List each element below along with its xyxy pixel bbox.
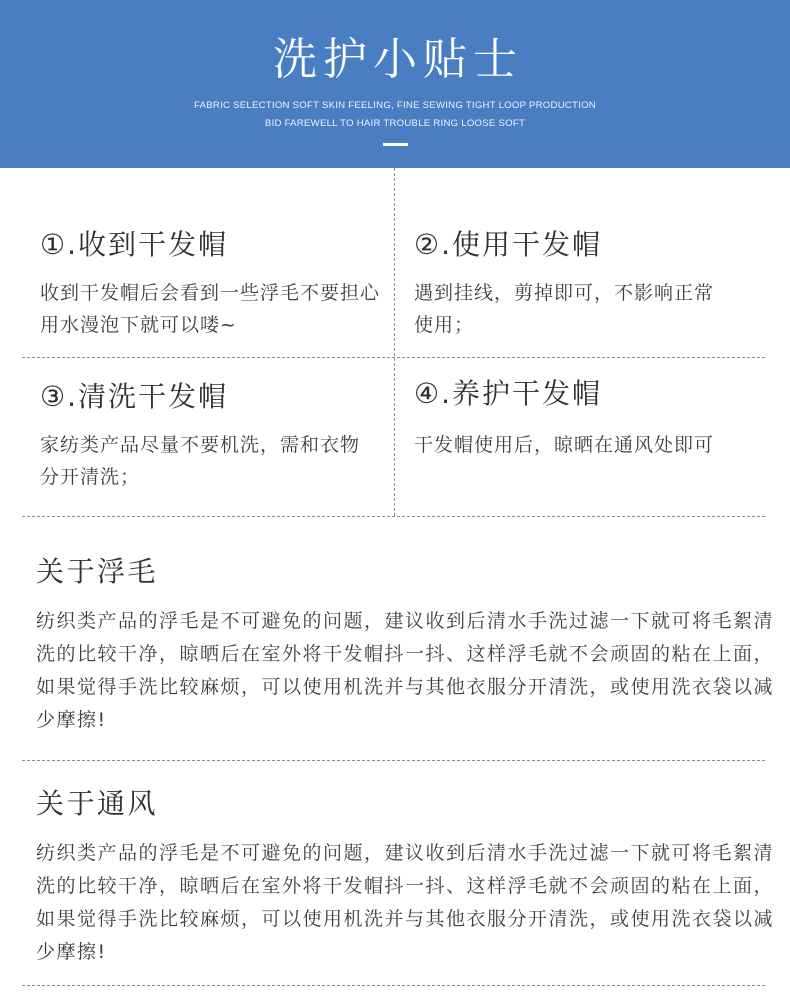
tip-body-line: 分开清洗；: [40, 466, 141, 488]
section-body-line: 如果觉得手洗比较麻烦，可以使用机洗并与其他衣服分开清洗，或使用洗衣袋以减: [36, 908, 775, 930]
section-body-lint: [36, 605, 774, 737]
title-underline-bar: [383, 143, 408, 146]
tip-body-line: 使用；: [414, 314, 475, 336]
subtitle-line-1: FABRIC SELECTION SOFT SKIN FEELING, FINE SEWING TIGHT LOOP PRODUCTION: [194, 100, 596, 111]
tips-vertical-divider: [394, 168, 395, 516]
section-heading-lint: 关于浮毛: [36, 555, 159, 588]
section-body-line: 洗的比较干净，晾晒后在室外将干发帽抖一抖、这样浮毛就不会顽固的粘在上面，: [36, 643, 775, 665]
page-title: 洗护小贴士: [273, 34, 523, 85]
section-body-line: 如果觉得手洗比较麻烦，可以使用机洗并与其他衣服分开清洗，或使用洗衣袋以减: [36, 676, 775, 698]
subtitle-line-2: BID FAREWELL TO HAIR TROUBLE RING LOOSE SOFT: [264, 118, 526, 129]
section-body-line: 纺织类产品的浮毛是不可避免的问题，建议收到后清水手洗过滤一下就可将毛絮清: [36, 610, 775, 632]
section-body-line: 纺织类产品的浮毛是不可避免的问题，建议收到后清水手洗过滤一下就可将毛絮清: [36, 842, 775, 864]
tip-heading-care: ④.养护干发帽: [414, 377, 603, 410]
tip-body-line: 收到干发帽后会看到一些浮毛不要担心: [40, 282, 381, 304]
tip-body-line: 干发帽使用后，晾晒在通风处即可: [414, 434, 715, 456]
tip-heading-receive: ①.收到干发帽: [40, 228, 229, 261]
tip-heading-use: ②.使用干发帽: [414, 228, 603, 261]
tip-body-wash: [40, 429, 360, 493]
section-body-ventilation: [36, 837, 774, 969]
section-divider: [22, 760, 765, 761]
section-body-line: 洗的比较干净，晾晒后在室外将干发帽抖一抖、这样浮毛就不会顽固的粘在上面，: [36, 875, 775, 897]
tip-body-care: [414, 429, 714, 461]
header-banner: [0, 0, 790, 168]
tip-body-line: 家纺类产品尽量不要机洗，需和衣物: [40, 434, 361, 456]
tip-body-line: 用水漫泡下就可以喽~: [40, 314, 237, 336]
tip-body-line: 遇到挂线，剪掉即可，不影响正常: [414, 282, 715, 304]
section-heading-ventilation: 关于通风: [36, 787, 159, 820]
tip-body-receive: [40, 277, 380, 341]
section-body-line: 少摩擦!: [36, 709, 107, 731]
tip-heading-wash: ③.清洗干发帽: [40, 380, 229, 413]
tips-middle-divider: [22, 357, 765, 358]
tips-bottom-divider: [22, 516, 765, 517]
tip-body-use: [414, 277, 714, 341]
bottom-divider: [22, 985, 765, 986]
section-body-line: 少摩擦!: [36, 941, 107, 963]
